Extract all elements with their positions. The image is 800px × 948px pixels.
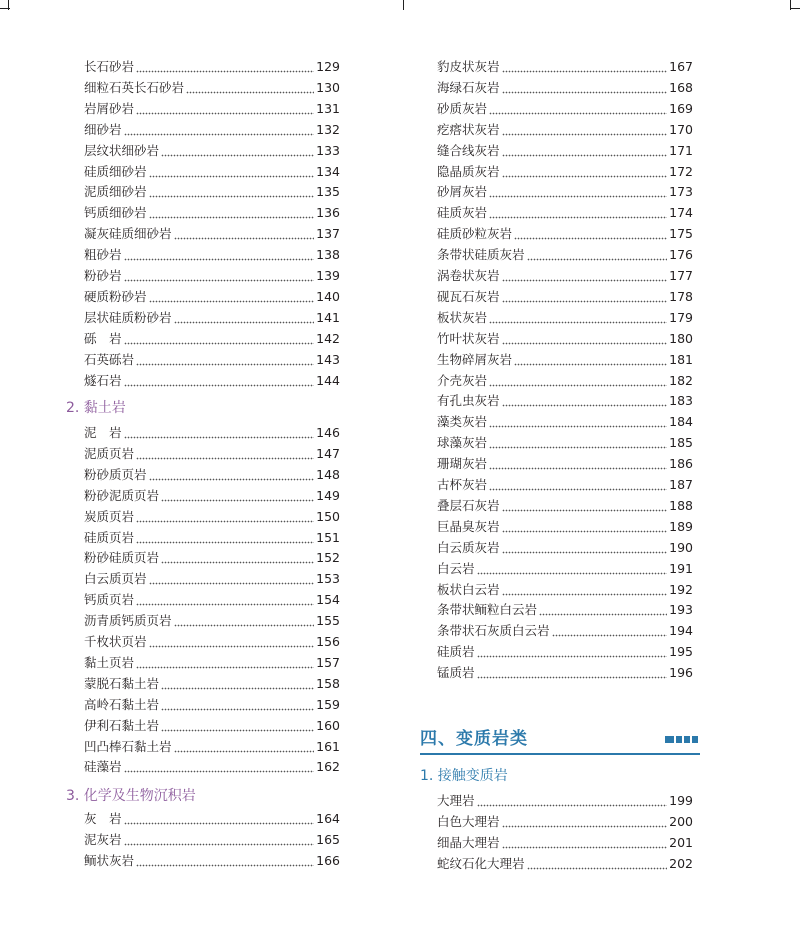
toc-entry-page: 194 bbox=[669, 623, 693, 639]
toc-entry-page: 148 bbox=[316, 466, 340, 482]
toc-entry-name: 板状白云岩 bbox=[437, 581, 500, 597]
toc-leader-dots bbox=[489, 203, 667, 223]
toc-entry-name: 硅质页岩 bbox=[84, 529, 135, 545]
crop-mark bbox=[403, 0, 404, 10]
toc-leader-dots bbox=[161, 695, 314, 715]
toc-entry-name: 硅质灰岩 bbox=[437, 205, 488, 221]
toc-leader-dots bbox=[124, 809, 315, 829]
toc-entry bbox=[84, 653, 340, 673]
toc-leader-dots bbox=[489, 308, 667, 328]
toc-entry bbox=[84, 528, 340, 548]
toc-entry-name: 隐晶质灰岩 bbox=[437, 163, 500, 179]
toc-entry bbox=[437, 329, 693, 349]
chapter-title: 四、变质岩类 bbox=[420, 729, 528, 749]
toc-entry bbox=[437, 600, 693, 620]
toc-entry bbox=[437, 57, 693, 77]
toc-leader-dots bbox=[502, 57, 668, 77]
toc-entry-page: 158 bbox=[316, 675, 340, 691]
toc-entry bbox=[437, 141, 693, 161]
toc-entry-page: 174 bbox=[669, 205, 693, 221]
toc-entry-page: 132 bbox=[316, 121, 340, 137]
toc-entry-page: 168 bbox=[669, 79, 693, 95]
toc-leader-dots bbox=[161, 716, 314, 736]
toc-entry-page: 144 bbox=[316, 372, 340, 388]
toc-entry-name: 泥质细砂岩 bbox=[84, 184, 147, 200]
toc-entry bbox=[437, 120, 693, 140]
toc-entry-name: 豹皮状灰岩 bbox=[437, 59, 500, 74]
toc-entry-page: 153 bbox=[316, 571, 340, 587]
toc-entry-name: 硅质岩 bbox=[437, 644, 475, 660]
toc-entry-page: 150 bbox=[316, 508, 340, 524]
toc-entry bbox=[84, 632, 340, 652]
toc-entry-name: 岩屑砂岩 bbox=[84, 100, 135, 116]
toc-entry-name: 介壳灰岩 bbox=[437, 372, 488, 388]
toc-entry bbox=[437, 475, 693, 495]
toc-entry-name: 板状灰岩 bbox=[437, 309, 488, 325]
toc-entry-name: 硬质粉砂岩 bbox=[84, 288, 147, 304]
toc-leader-dots bbox=[502, 329, 668, 349]
toc-leader-dots bbox=[514, 224, 667, 244]
toc-entry-name: 缝合线灰岩 bbox=[437, 142, 500, 158]
toc-entry-name: 钙质页岩 bbox=[84, 592, 135, 608]
toc-entry bbox=[84, 830, 340, 850]
toc-entry-name: 千枚状页岩 bbox=[84, 634, 147, 649]
toc-entry bbox=[437, 391, 693, 411]
toc-entry bbox=[84, 674, 340, 694]
toc-entry-page: 177 bbox=[669, 268, 693, 283]
toc-entry bbox=[437, 538, 693, 558]
toc-entry-name: 砂质灰岩 bbox=[437, 100, 488, 116]
toc-entry-name: 燧石岩 bbox=[84, 372, 122, 388]
toc-entry-page: 164 bbox=[316, 811, 340, 826]
toc-entry-page: 183 bbox=[669, 393, 693, 409]
toc-leader-dots bbox=[174, 224, 315, 244]
toc-entry-name: 粉砂硅质页岩 bbox=[84, 550, 160, 566]
toc-entry bbox=[437, 412, 693, 432]
toc-entry-page: 172 bbox=[669, 163, 693, 179]
toc-entry-name: 砂屑灰岩 bbox=[437, 184, 488, 200]
toc-entry bbox=[84, 507, 340, 527]
toc-leader-dots bbox=[477, 559, 668, 579]
toc-entry-name: 细粒石英长石砂岩 bbox=[84, 79, 185, 95]
toc-entry-page: 201 bbox=[669, 834, 693, 850]
toc-entry bbox=[84, 78, 340, 98]
toc-leader-dots bbox=[124, 329, 315, 349]
toc-entry bbox=[84, 465, 340, 485]
toc-leader-dots bbox=[502, 517, 668, 537]
toc-leader-dots bbox=[539, 600, 667, 620]
toc-leader-dots bbox=[489, 99, 667, 119]
toc-entry-name: 砾 岩 bbox=[84, 330, 122, 346]
toc-entry bbox=[437, 224, 693, 244]
toc-entry bbox=[84, 371, 340, 391]
toc-entry bbox=[437, 433, 693, 453]
toc-entry-page: 143 bbox=[316, 351, 340, 367]
toc-entry-name: 蛇纹石化大理岩 bbox=[437, 855, 525, 871]
toc-entry-page: 182 bbox=[669, 372, 693, 388]
toc-entry-page: 140 bbox=[316, 288, 340, 304]
toc-leader-dots bbox=[149, 465, 315, 485]
toc-entry-page: 167 bbox=[669, 59, 693, 74]
toc-leader-dots bbox=[502, 538, 668, 558]
toc-entry bbox=[84, 350, 340, 370]
toc-entry-page: 155 bbox=[316, 613, 340, 629]
toc-entry bbox=[437, 496, 693, 516]
toc-entry-page: 141 bbox=[316, 309, 340, 325]
toc-leader-dots bbox=[149, 569, 315, 589]
toc-entry-page: 138 bbox=[316, 247, 340, 263]
toc-leader-dots bbox=[502, 833, 668, 853]
toc-entry-page: 178 bbox=[669, 288, 693, 304]
toc-entry-name: 层状硅质粉砂岩 bbox=[84, 309, 172, 325]
toc-entry-page: 195 bbox=[669, 644, 693, 660]
toc-entry-name: 钙质细砂岩 bbox=[84, 205, 147, 221]
toc-entry-name: 硅藻岩 bbox=[84, 759, 122, 775]
toc-entry-name: 泥 岩 bbox=[84, 425, 122, 440]
chapter-rule bbox=[420, 753, 700, 755]
toc-entry-name: 凝灰硅质细砂岩 bbox=[84, 226, 172, 242]
toc-entry-page: 134 bbox=[316, 163, 340, 179]
toc-entry-name: 白云质页岩 bbox=[84, 571, 147, 587]
toc-leader-dots bbox=[161, 674, 314, 694]
toc-entry-page: 156 bbox=[316, 634, 340, 649]
toc-entry-page: 190 bbox=[669, 539, 693, 555]
toc-entry-page: 151 bbox=[316, 529, 340, 545]
toc-entry-name: 有孔虫灰岩 bbox=[437, 393, 500, 409]
toc-leader-dots bbox=[489, 433, 667, 453]
toc-entry bbox=[84, 423, 340, 443]
toc-entry-page: 189 bbox=[669, 518, 693, 534]
toc-leader-dots bbox=[136, 653, 314, 673]
toc-right-column bbox=[420, 0, 693, 948]
toc-entry bbox=[84, 716, 340, 736]
toc-entry-name: 硅质砂粒灰岩 bbox=[437, 226, 513, 242]
toc-entry-page: 136 bbox=[316, 205, 340, 221]
toc-entry bbox=[437, 78, 693, 98]
toc-leader-dots bbox=[489, 371, 667, 391]
toc-entry-page: 193 bbox=[669, 602, 693, 618]
toc-entry-name: 粉砂泥质页岩 bbox=[84, 487, 160, 503]
toc-entry bbox=[84, 611, 340, 631]
toc-entry-name: 灰 岩 bbox=[84, 811, 122, 826]
toc-entry-page: 147 bbox=[316, 445, 340, 461]
toc-entry bbox=[437, 833, 693, 853]
toc-entry bbox=[437, 371, 693, 391]
toc-entry-name: 凹凸棒石黏土岩 bbox=[84, 738, 172, 754]
toc-entry bbox=[437, 182, 693, 202]
toc-leader-dots bbox=[527, 245, 668, 265]
toc-entry-name: 条带状硅质灰岩 bbox=[437, 247, 525, 263]
toc-entry bbox=[84, 245, 340, 265]
toc-entry-page: 188 bbox=[669, 497, 693, 513]
toc-leader-dots bbox=[527, 854, 668, 874]
toc-entry-name: 粉砂质页岩 bbox=[84, 466, 147, 482]
toc-entry bbox=[84, 737, 340, 757]
chapter-heading bbox=[420, 726, 700, 756]
toc-entry-page: 173 bbox=[669, 184, 693, 200]
toc-leader-dots bbox=[124, 757, 315, 777]
toc-leader-dots bbox=[136, 57, 314, 77]
toc-leader-dots bbox=[136, 444, 314, 464]
chapter-decoration bbox=[665, 736, 698, 743]
toc-entry-page: 130 bbox=[316, 79, 340, 95]
toc-entry bbox=[437, 454, 693, 474]
toc-entry-name: 疙瘩状灰岩 bbox=[437, 121, 500, 137]
toc-leader-dots bbox=[161, 486, 314, 506]
toc-leader-dots bbox=[502, 266, 668, 286]
toc-entry bbox=[437, 791, 693, 811]
toc-leader-dots bbox=[502, 120, 668, 140]
toc-entry-page: 139 bbox=[316, 268, 340, 283]
toc-entry-page: 154 bbox=[316, 592, 340, 608]
toc-entry bbox=[437, 517, 693, 537]
toc-leader-dots bbox=[489, 475, 667, 495]
toc-entry-name: 长石砂岩 bbox=[84, 59, 135, 74]
toc-entry-page: 162 bbox=[316, 759, 340, 775]
toc-entry-name: 砚瓦石灰岩 bbox=[437, 288, 500, 304]
toc-entry bbox=[437, 266, 693, 286]
toc-entry-name: 球藻灰岩 bbox=[437, 435, 488, 451]
toc-entry-page: 181 bbox=[669, 351, 693, 367]
toc-leader-dots bbox=[502, 391, 668, 411]
toc-entry-page: 180 bbox=[669, 330, 693, 346]
toc-entry-name: 硅质细砂岩 bbox=[84, 163, 147, 179]
toc-entry-page: 199 bbox=[669, 793, 693, 808]
toc-leader-dots bbox=[186, 78, 314, 98]
toc-entry-page: 146 bbox=[316, 425, 340, 440]
toc-entry bbox=[84, 757, 340, 777]
toc-entry-name: 海绿石灰岩 bbox=[437, 79, 500, 95]
toc-entry bbox=[437, 812, 693, 832]
toc-entry-name: 伊利石黏土岩 bbox=[84, 717, 160, 733]
toc-leader-dots bbox=[136, 507, 314, 527]
toc-leader-dots bbox=[477, 791, 668, 811]
toc-leader-dots bbox=[489, 182, 667, 202]
toc-leader-dots bbox=[124, 266, 315, 286]
toc-leader-dots bbox=[136, 851, 314, 871]
toc-entry bbox=[437, 559, 693, 579]
toc-leader-dots bbox=[149, 203, 315, 223]
toc-entry bbox=[84, 182, 340, 202]
toc-entry-page: 129 bbox=[316, 59, 340, 74]
toc-leader-dots bbox=[502, 141, 668, 161]
toc-entry-page: 149 bbox=[316, 487, 340, 503]
toc-entry-page: 196 bbox=[669, 665, 693, 681]
toc-leader-dots bbox=[502, 162, 668, 182]
toc-leader-dots bbox=[552, 621, 668, 641]
crop-mark bbox=[790, 8, 800, 9]
section-heading-chemical-rocks: 3. 化学及生物沉积岩 bbox=[66, 788, 196, 804]
section-heading-clay-rocks: 2. 黏土岩 bbox=[66, 400, 126, 416]
toc-entry-name: 蒙脱石黏土岩 bbox=[84, 675, 160, 691]
toc-entry-page: 184 bbox=[669, 414, 693, 430]
toc-left-column bbox=[66, 0, 340, 948]
toc-leader-dots bbox=[174, 737, 315, 757]
toc-entry bbox=[437, 663, 693, 683]
toc-entry bbox=[84, 809, 340, 829]
toc-entry bbox=[84, 695, 340, 715]
section-heading-contact-metamorphic: 1. 接触变质岩 bbox=[420, 768, 508, 784]
toc-entry-name: 黏土页岩 bbox=[84, 654, 135, 670]
toc-entry bbox=[84, 590, 340, 610]
toc-leader-dots bbox=[174, 308, 315, 328]
toc-entry bbox=[84, 57, 340, 77]
toc-entry bbox=[84, 141, 340, 161]
toc-entry-name: 沥青质钙质页岩 bbox=[84, 613, 172, 629]
toc-entry-name: 生物碎屑灰岩 bbox=[437, 351, 513, 367]
toc-entry bbox=[437, 308, 693, 328]
toc-entry-page: 160 bbox=[316, 717, 340, 733]
toc-entry bbox=[437, 642, 693, 662]
toc-entry-page: 137 bbox=[316, 226, 340, 242]
toc-entry bbox=[437, 162, 693, 182]
toc-entry bbox=[84, 444, 340, 464]
toc-entry-page: 131 bbox=[316, 100, 340, 116]
toc-entry bbox=[84, 266, 340, 286]
toc-leader-dots bbox=[502, 496, 668, 516]
toc-entry bbox=[437, 287, 693, 307]
toc-entry-name: 条带状石灰质白云岩 bbox=[437, 623, 550, 639]
toc-entry-name: 白色大理岩 bbox=[437, 813, 500, 829]
toc-leader-dots bbox=[124, 371, 315, 391]
toc-entry-name: 涡卷状灰岩 bbox=[437, 268, 500, 283]
toc-entry-name: 细砂岩 bbox=[84, 121, 122, 137]
toc-entry-name: 高岭石黏土岩 bbox=[84, 696, 160, 712]
toc-entry bbox=[84, 203, 340, 223]
toc-leader-dots bbox=[124, 423, 315, 443]
toc-entry-name: 白云质灰岩 bbox=[437, 539, 500, 555]
toc-entry-page: 135 bbox=[316, 184, 340, 200]
toc-entry-page: 159 bbox=[316, 696, 340, 712]
toc-entry bbox=[84, 99, 340, 119]
toc-leader-dots bbox=[477, 663, 668, 683]
toc-entry-page: 157 bbox=[316, 654, 340, 670]
toc-entry-name: 锰质岩 bbox=[437, 665, 475, 681]
toc-entry-page: 166 bbox=[316, 852, 340, 868]
toc-entry bbox=[84, 287, 340, 307]
toc-leader-dots bbox=[124, 120, 315, 140]
toc-leader-dots bbox=[161, 548, 314, 568]
toc-entry-name: 炭质页岩 bbox=[84, 508, 135, 524]
toc-entry-name: 珊瑚灰岩 bbox=[437, 456, 488, 472]
toc-entry-name: 竹叶状灰岩 bbox=[437, 330, 500, 346]
toc-leader-dots bbox=[502, 812, 668, 832]
toc-entry-page: 187 bbox=[669, 477, 693, 492]
toc-entry bbox=[437, 580, 693, 600]
toc-entry-page: 192 bbox=[669, 581, 693, 597]
toc-entry bbox=[437, 99, 693, 119]
toc-leader-dots bbox=[149, 162, 315, 182]
toc-entry-name: 泥质页岩 bbox=[84, 445, 135, 461]
toc-entry bbox=[84, 569, 340, 589]
toc-entry-name: 叠层石灰岩 bbox=[437, 497, 500, 513]
toc-leader-dots bbox=[477, 642, 668, 662]
toc-entry-page: 142 bbox=[316, 330, 340, 346]
toc-entry bbox=[437, 350, 693, 370]
toc-entry-page: 161 bbox=[316, 738, 340, 754]
toc-leader-dots bbox=[514, 350, 667, 370]
toc-leader-dots bbox=[136, 350, 314, 370]
crop-mark bbox=[0, 8, 10, 9]
toc-entry-name: 鲕状灰岩 bbox=[84, 852, 135, 868]
toc-entry-name: 条带状鲕粒白云岩 bbox=[437, 602, 538, 618]
toc-leader-dots bbox=[489, 454, 667, 474]
toc-entry-page: 175 bbox=[669, 226, 693, 242]
toc-leader-dots bbox=[124, 830, 315, 850]
toc-entry-page: 152 bbox=[316, 550, 340, 566]
toc-entry-name: 泥灰岩 bbox=[84, 831, 122, 847]
toc-entry-page: 165 bbox=[316, 831, 340, 847]
toc-entry bbox=[84, 120, 340, 140]
toc-entry-page: 179 bbox=[669, 309, 693, 325]
toc-entry bbox=[84, 329, 340, 349]
toc-entry bbox=[437, 245, 693, 265]
toc-entry-page: 176 bbox=[669, 247, 693, 263]
toc-leader-dots bbox=[489, 412, 667, 432]
toc-entry-name: 石英砾岩 bbox=[84, 351, 135, 367]
toc-entry-name: 巨晶臭灰岩 bbox=[437, 518, 500, 534]
toc-entry-page: 169 bbox=[669, 100, 693, 116]
toc-entry-page: 170 bbox=[669, 121, 693, 137]
toc-entry bbox=[84, 162, 340, 182]
toc-entry bbox=[84, 548, 340, 568]
toc-entry-name: 粉砂岩 bbox=[84, 268, 122, 283]
toc-entry-name: 古杯灰岩 bbox=[437, 477, 488, 492]
toc-leader-dots bbox=[149, 287, 315, 307]
toc-entry-name: 大理岩 bbox=[437, 793, 475, 808]
toc-leader-dots bbox=[136, 590, 314, 610]
toc-entry-name: 细晶大理岩 bbox=[437, 834, 500, 850]
toc-entry-name: 层纹状细砂岩 bbox=[84, 142, 160, 158]
toc-entry-name: 藻类灰岩 bbox=[437, 414, 488, 430]
toc-leader-dots bbox=[124, 245, 315, 265]
toc-entry-page: 185 bbox=[669, 435, 693, 451]
toc-leader-dots bbox=[149, 182, 315, 202]
toc-entry-name: 白云岩 bbox=[437, 560, 475, 576]
toc-leader-dots bbox=[136, 528, 314, 548]
toc-leader-dots bbox=[502, 78, 668, 98]
toc-entry bbox=[437, 621, 693, 641]
toc-entry-page: 202 bbox=[669, 855, 693, 871]
toc-leader-dots bbox=[502, 287, 668, 307]
toc-entry bbox=[84, 486, 340, 506]
toc-leader-dots bbox=[174, 611, 315, 631]
toc-entry-page: 186 bbox=[669, 456, 693, 472]
toc-entry-page: 171 bbox=[669, 142, 693, 158]
toc-entry-page: 191 bbox=[669, 560, 693, 576]
toc-entry-page: 200 bbox=[669, 813, 693, 829]
toc-entry bbox=[84, 308, 340, 328]
toc-leader-dots bbox=[161, 141, 314, 161]
toc-entry bbox=[84, 224, 340, 244]
toc-entry-page: 133 bbox=[316, 142, 340, 158]
toc-leader-dots bbox=[136, 99, 314, 119]
toc-entry bbox=[84, 851, 340, 871]
toc-entry bbox=[437, 203, 693, 223]
toc-entry bbox=[437, 854, 693, 874]
toc-leader-dots bbox=[502, 580, 668, 600]
toc-entry-name: 粗砂岩 bbox=[84, 247, 122, 263]
toc-leader-dots bbox=[149, 632, 315, 652]
